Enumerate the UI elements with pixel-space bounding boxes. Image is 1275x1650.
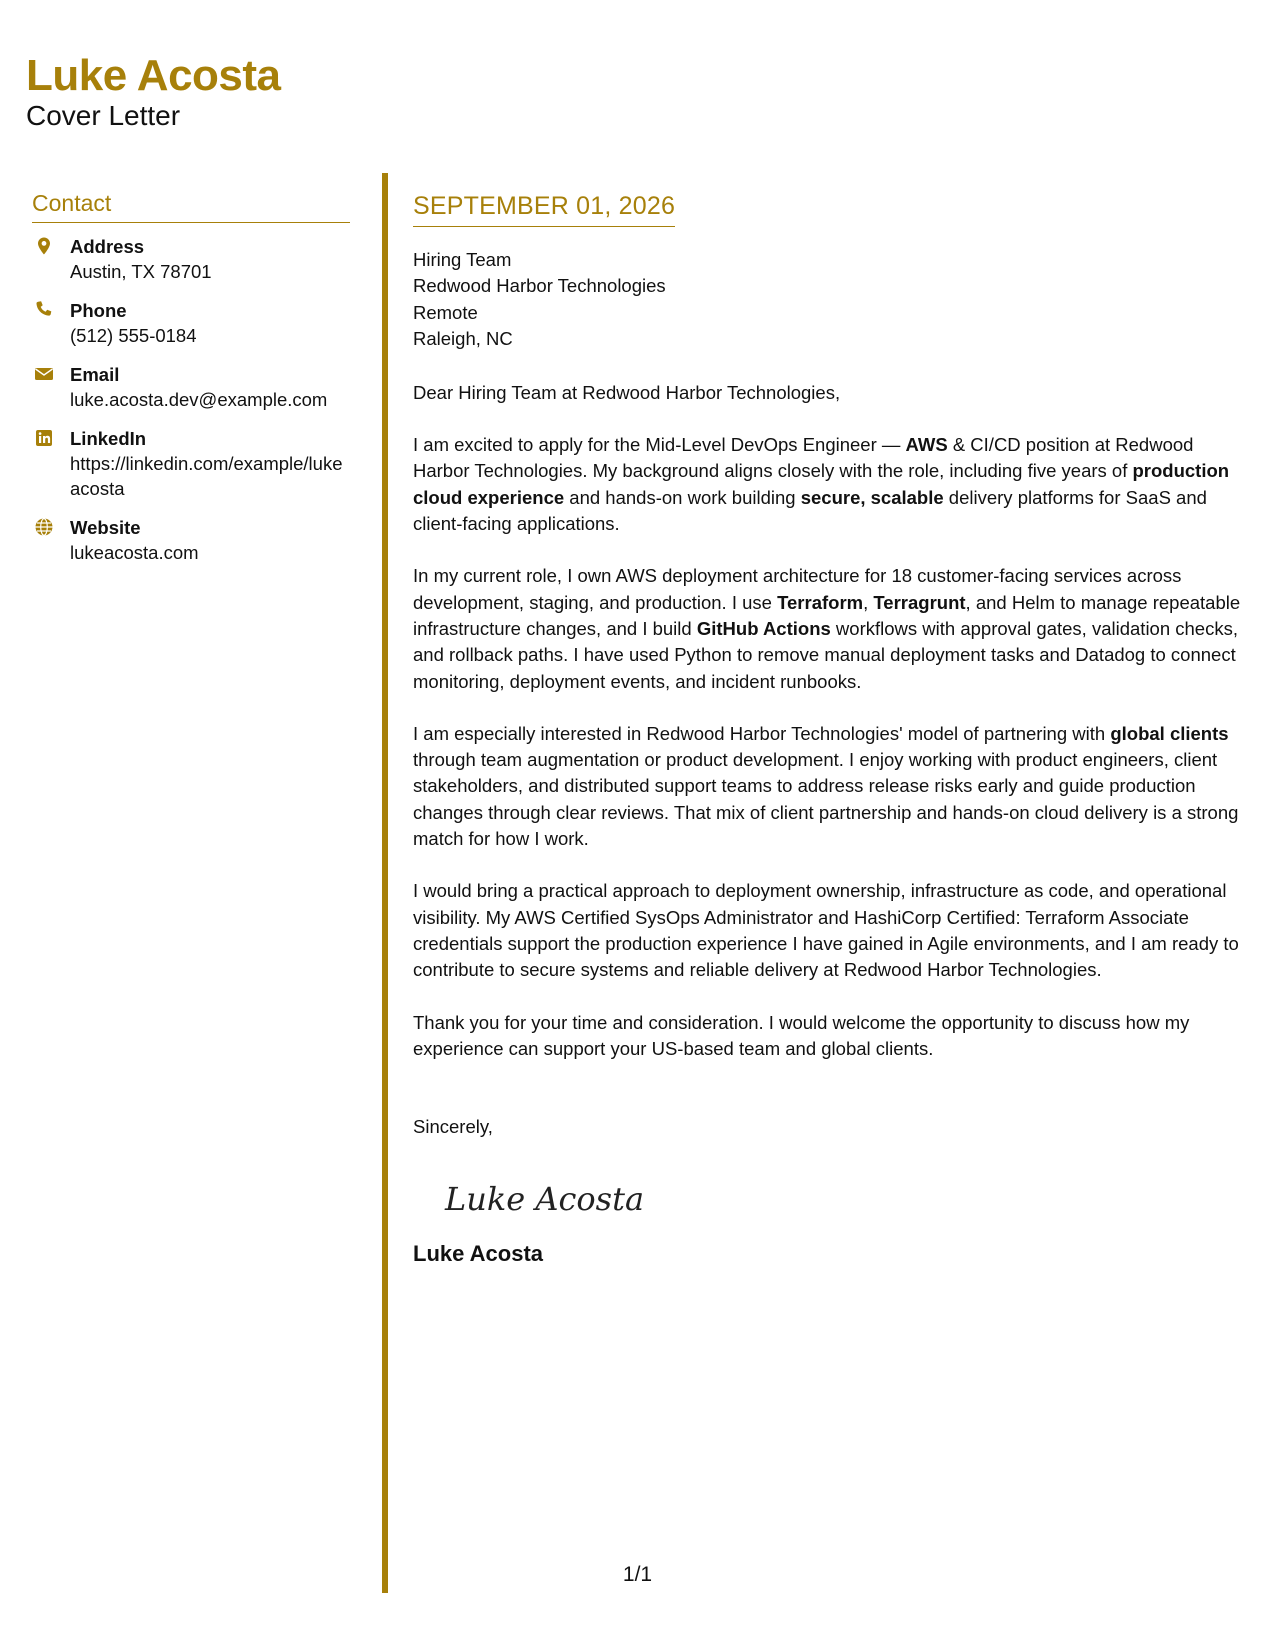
- recipient-line: Hiring Team: [413, 249, 512, 270]
- contact-item-email: [32, 363, 350, 412]
- paragraph-text: I would bring a practical approach to deployment ownership, infrastructure as code, and operational visibility. My AWS Certified SysOps Administrator and HashiCorp Certified: Terraform Associate credentials support the production experience I have gained in Agile environments, and I am ready to contribute to secure systems and reliable delivery at Redwood Harbor Technologies.: [413, 880, 1239, 981]
- paragraph-text: Thank you for your time and consideration. I would welcome the opportunity to discuss how my experience can support your US-based team and global clients.: [413, 1011, 1190, 1059]
- linkedin-icon: [34, 428, 54, 448]
- contact-item-linkedin: [32, 427, 350, 501]
- letter-body: [413, 190, 1245, 1268]
- contact-label: Address: [70, 236, 145, 257]
- contact-value: luke.acosta.dev@example.com: [70, 389, 328, 410]
- bold-text: Terragrunt: [873, 591, 966, 613]
- signature-text: Luke Acosta: [445, 1180, 645, 1219]
- contact-label: LinkedIn: [70, 428, 147, 449]
- letter-paragraph: [413, 563, 1245, 694]
- paragraph-text: & CI/CD position at Redwood Harbor Technologies. My background aligns closely with the role, including five years of: [413, 434, 1194, 482]
- contact-value: Austin, TX 78701: [70, 261, 212, 282]
- letter-paragraph: [413, 432, 1245, 537]
- contact-value: https://linkedin.com/example/lukeacosta: [70, 453, 343, 499]
- contact-value: (512) 555-0184: [70, 325, 197, 346]
- paragraph-text: delivery platforms for SaaS and client-facing applications.: [413, 486, 1207, 535]
- document-header: [26, 50, 281, 132]
- letter-date: SEPTEMBER 01, 2026: [413, 190, 675, 227]
- letter-paragraph: [413, 1010, 1245, 1063]
- letter-paragraph: [413, 721, 1245, 852]
- recipient-block: [413, 247, 1245, 352]
- paragraph-text: and hands-on work building: [564, 486, 801, 508]
- bold-text: global clients: [1110, 722, 1229, 744]
- contact-label: Email: [70, 364, 120, 385]
- contact-label: Phone: [70, 300, 127, 321]
- contact-label: Website: [70, 517, 141, 538]
- contact-item-website: [32, 516, 350, 565]
- contact-heading: Contact: [32, 188, 350, 223]
- contact-value: lukeacosta.com: [70, 542, 199, 563]
- letter-paragraph: [413, 878, 1245, 983]
- recipient-line: Raleigh, NC: [413, 327, 513, 349]
- map-pin-icon: [34, 236, 54, 256]
- paragraph-text: In my current role, I own AWS deployment architecture for 18 customer-facing services across development, staging, and production. I use: [413, 565, 1182, 613]
- signer-name: Luke Acosta: [413, 1241, 544, 1267]
- contact-item-address: [32, 235, 350, 284]
- candidate-name: Luke Acosta: [26, 51, 281, 100]
- contact-sidebar: [32, 188, 350, 580]
- bold-text: secure, scalable: [800, 486, 944, 508]
- paragraph-text: workflows with approval gates, validation checks, and rollback paths. I have used Python to remove manual deployment tasks and Datadog to connect monitoring, deployment events, and incident runbooks.: [413, 617, 1238, 692]
- vertical-divider: [382, 173, 388, 1593]
- paragraph-text: I am excited to apply for the Mid-Level DevOps Engineer —: [413, 434, 906, 456]
- bold-text: Terraform: [777, 591, 864, 613]
- contact-item-phone: [32, 299, 350, 348]
- bold-text: GitHub Actions: [696, 617, 831, 639]
- document-subtitle: Cover Letter: [26, 100, 181, 131]
- paragraph-text: , and Helm to manage repeatable infrastructure changes, and I build: [413, 591, 1241, 639]
- page-number: 1/1: [622, 1563, 653, 1586]
- handwritten-signature: [443, 1170, 663, 1226]
- bold-text: AWS: [905, 434, 948, 456]
- salutation: Dear Hiring Team at Redwood Harbor Technologies,: [413, 382, 841, 404]
- recipient-line: Remote: [413, 301, 478, 323]
- paragraph-text: through team augmentation or product development. I enjoy working with product engineers, client stakeholders, and distributed support teams to address release risks early and guide production changes through clear reviews. That mix of client partnership and hands-on cloud delivery is a strong match for how I work.: [413, 749, 1239, 850]
- phone-icon: [34, 300, 54, 320]
- recipient-line: Redwood Harbor Technologies: [413, 275, 666, 297]
- bold-text: production cloud experience: [413, 460, 1230, 508]
- envelope-icon: [34, 364, 54, 384]
- globe-icon: [34, 517, 54, 537]
- paragraph-text: I am especially interested in Redwood Harbor Technologies' model of partnering with: [413, 722, 1111, 744]
- closing: Sincerely,: [413, 1116, 493, 1138]
- paragraph-text: ,: [863, 591, 874, 613]
